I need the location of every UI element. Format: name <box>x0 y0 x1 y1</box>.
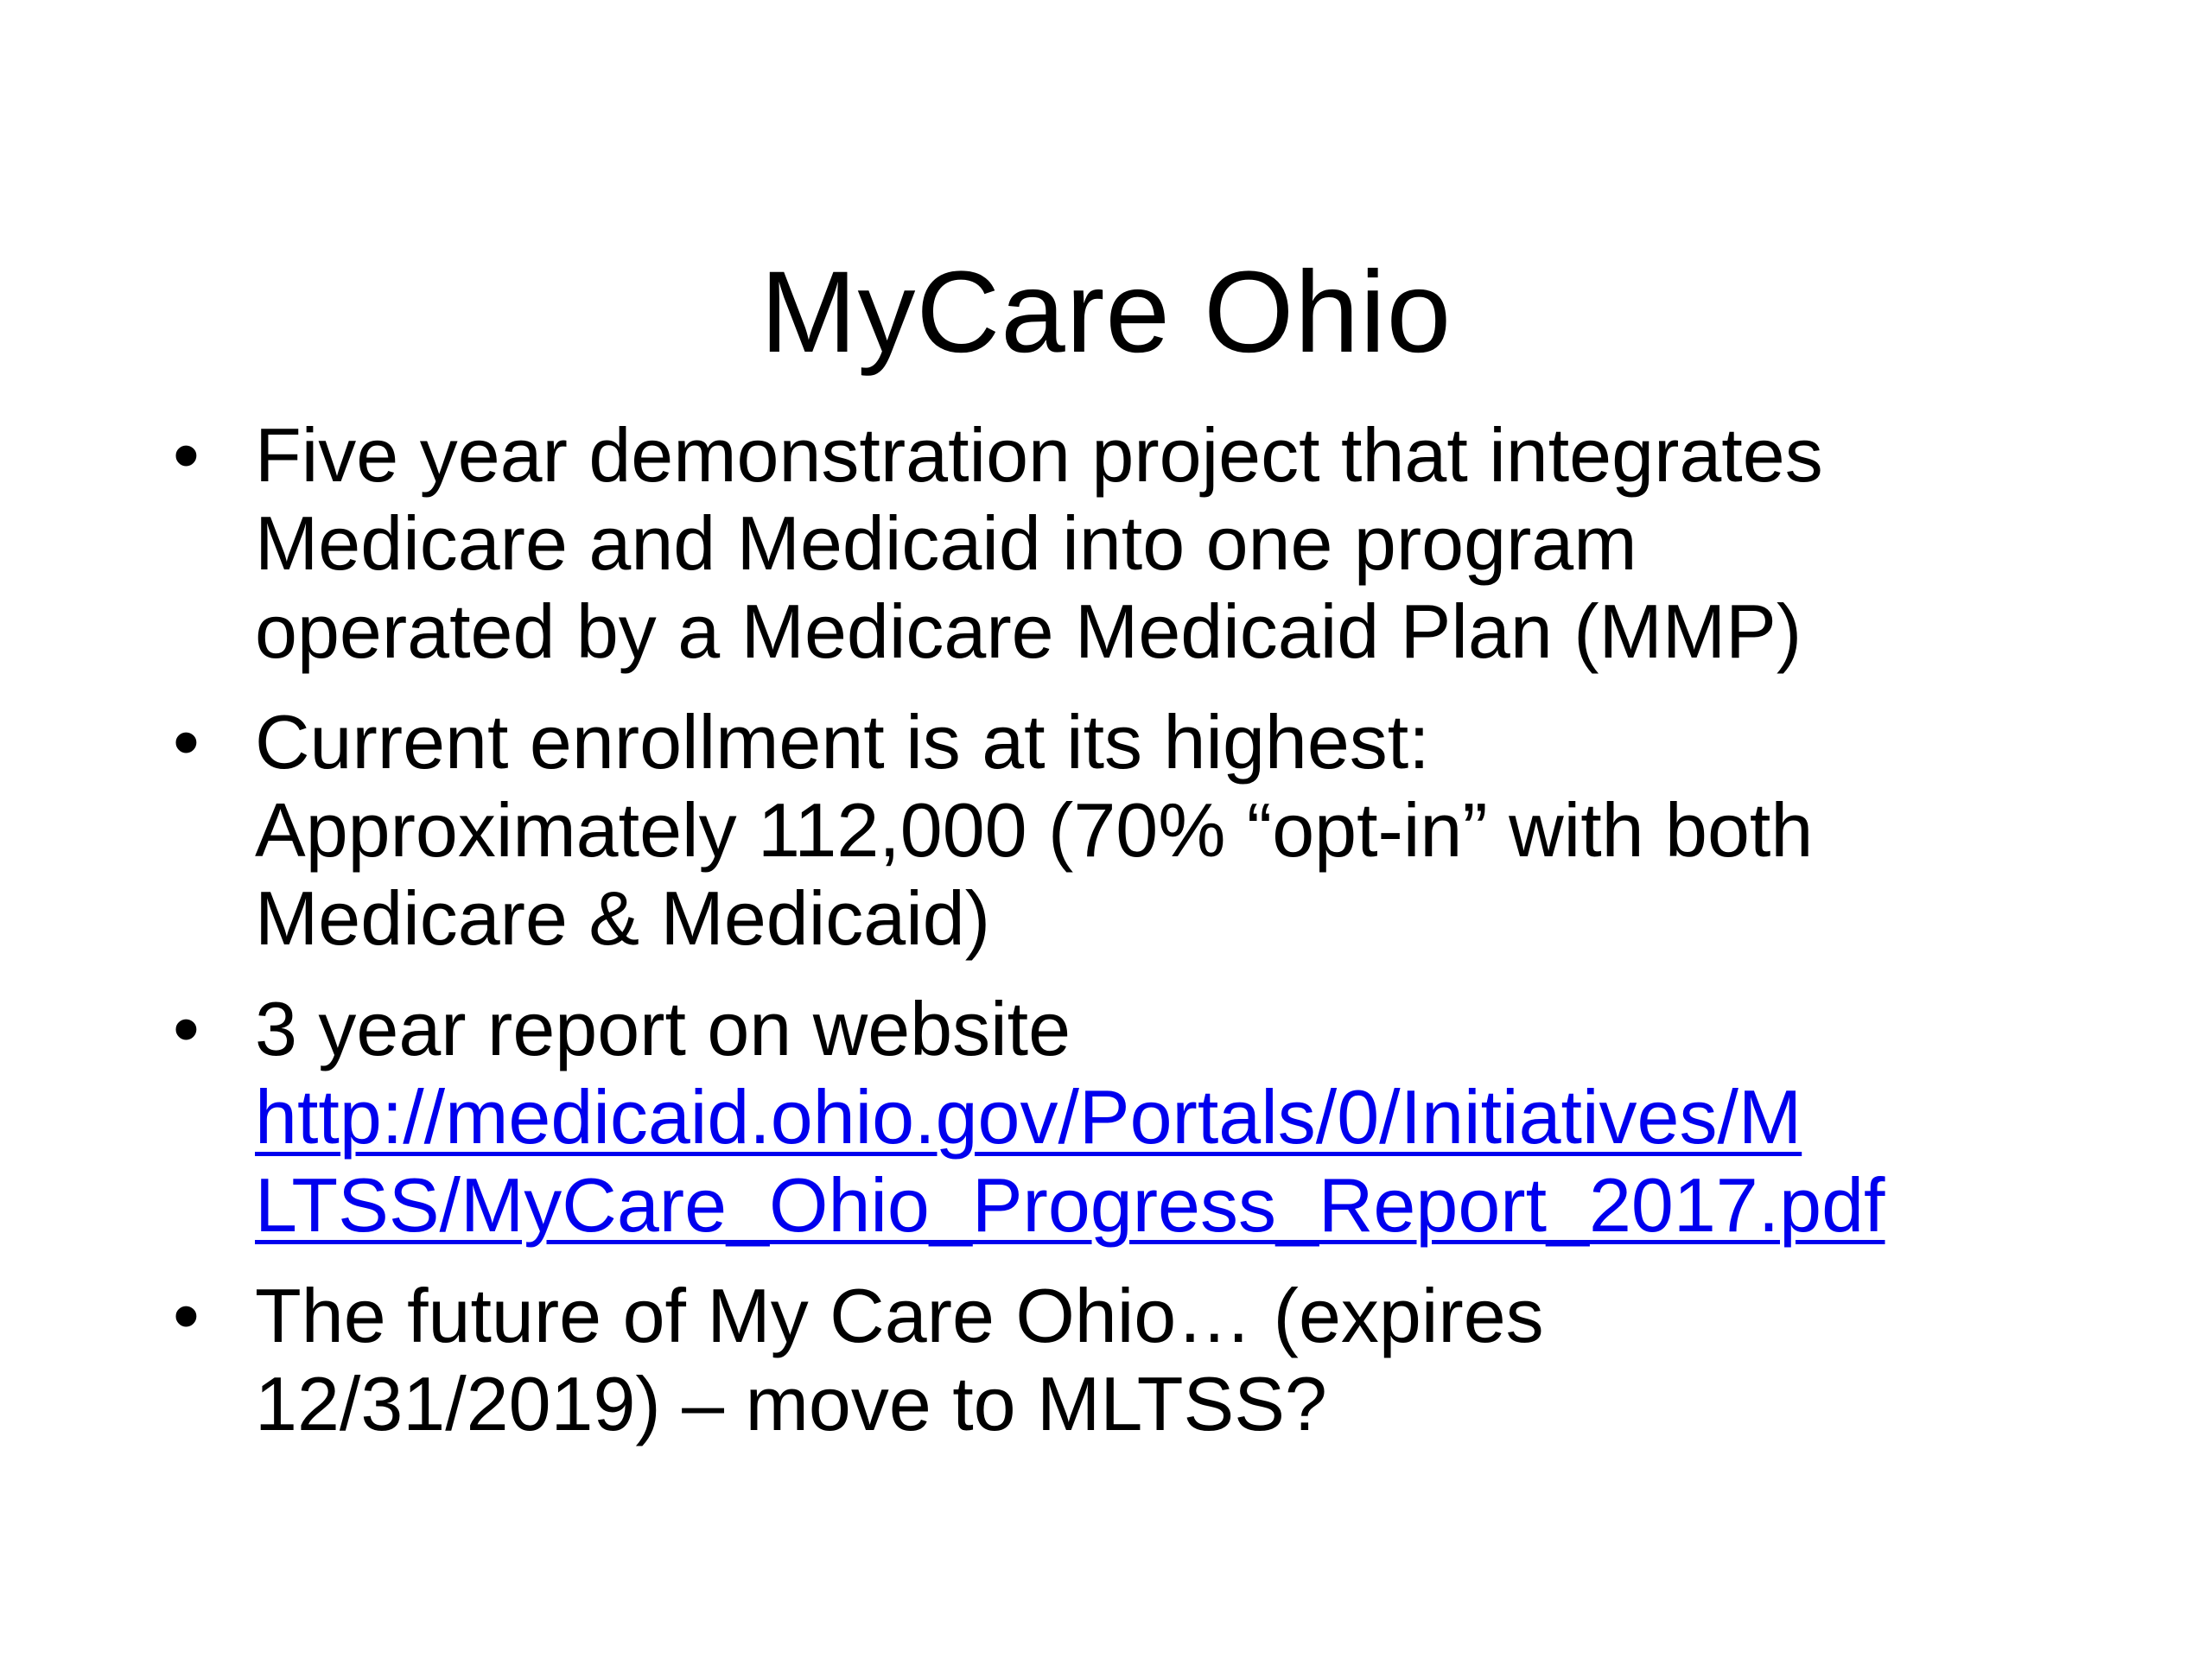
bullet-item <box>164 698 2117 963</box>
bullet-line: 3 year report on website <box>255 986 1071 1071</box>
bullet-item <box>164 1272 2117 1448</box>
bullet-line: 12/31/2019) – move to MLTSS? <box>255 1361 1327 1446</box>
bullet-dot-icon: • <box>173 699 200 785</box>
report-link[interactable] <box>255 1073 2117 1249</box>
bullet-dot-icon: • <box>173 412 200 498</box>
bullet-item <box>164 411 2117 676</box>
bullet-dot-icon: • <box>173 1273 200 1358</box>
bullet-list <box>164 411 2117 1471</box>
bullet-line: operated by a Medicare Medicaid Plan (MMP) <box>255 588 1802 674</box>
bullet-line: Approximately 112,000 (70% “opt-in” with both <box>255 787 1814 873</box>
bullet-line: Medicare and Medicaid into one program <box>255 500 1637 586</box>
bullet-line: Five year demonstration project that integrates <box>255 412 1823 498</box>
slide-title: MyCare Ohio <box>760 248 1452 377</box>
bullet-line: The future of My Care Ohio… (expires <box>255 1273 1544 1358</box>
bullet-line: Medicare & Medicaid) <box>255 875 990 961</box>
bullet-dot-icon: • <box>173 986 200 1071</box>
bullet-line: Current enrollment is at its highest: <box>255 699 1430 785</box>
report-link-line[interactable]: LTSS/MyCare_Ohio_Progress_Report_2017.pdf <box>255 1162 1885 1248</box>
bullet-item <box>164 985 2117 1249</box>
report-link-line[interactable]: http://medicaid.ohio.gov/Portals/0/Initiatives/M <box>255 1074 1802 1160</box>
